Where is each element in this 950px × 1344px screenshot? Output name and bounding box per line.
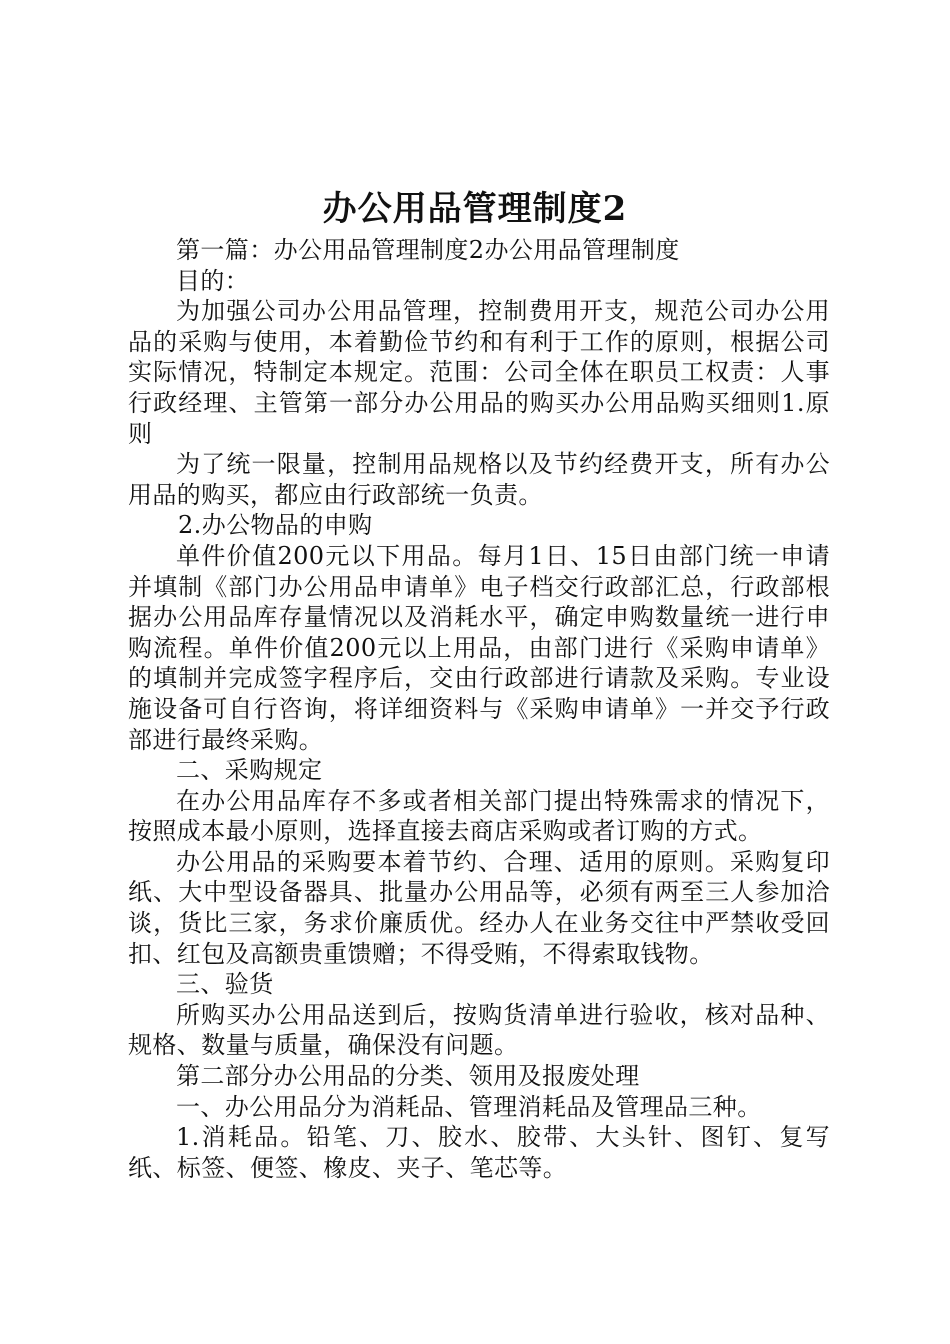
paragraph: 2.办公物品的申购 xyxy=(178,511,373,540)
paragraph: 单件价值200元以下用品。每月1日、15日由部门统一申请并填制《部门办公用品申请单》电子档交行政部汇总，行政部根据办公用品库存量情况以及消耗水平，确定申购数量统一进行申购流程。单件价值200元以上用品，由部门进行《采购申请单》的填制并完成签字程序后，交由行政部进行请款及采购。专业设施设备可自行咨询，将详细资料与《采购申请单》一并交予行政部进行最终采购。 xyxy=(128,541,830,754)
paragraph: 一、办公用品分为消耗品、管理消耗品及管理品三种。 xyxy=(176,1092,762,1121)
paragraph: 1.消耗品。铅笔、刀、胶水、胶带、大头针、图钉、复写纸、标签、便签、橡皮、夹子、笔芯等。 xyxy=(128,1123,830,1182)
document-body xyxy=(128,235,830,1183)
paragraph: 为加强公司办公用品管理，控制费用开支，规范公司办公用品的采购与使用，本着勤俭节约和有利于工作的原则，根据公司实际情况，特制定本规定。范围：公司全体在职员工权责：人事行政经理、主管第一部分办公用品的购买办公用品购买细则1.原则 xyxy=(128,297,830,448)
paragraph: 目的： xyxy=(176,266,250,295)
paragraph: 在办公用品库存不多或者相关部门提出特殊需求的情况下，按照成本最小原则，选择直接去商店采购或者订购的方式。 xyxy=(128,786,830,846)
document-title: 办公用品管理制度2 xyxy=(322,189,628,229)
paragraph: 为了统一限量，控制用品规格以及节约经费开支，所有办公用品的购买，都应由行政部统一负责。 xyxy=(128,450,830,509)
section-heading: 二、采购规定 xyxy=(176,756,323,785)
section-heading: 第二部分办公用品的分类、领用及报废处理 xyxy=(176,1062,640,1091)
paragraph: 所购买办公用品送到后，按购货清单进行验收，核对品种、规格、数量与质量，确保没有问题。 xyxy=(128,1000,830,1060)
paragraph: 办公用品的采购要本着节约、合理、适用的原则。采购复印纸、大中型设备器具、批量办公用品等，必须有两至三人参加洽谈，货比三家，务求价廉质优。经办人在业务交往中严禁收受回扣、红包及高额贵重馈赠；不得受贿，不得索取钱物。 xyxy=(128,847,830,968)
paragraph: 第一篇：办公用品管理制度2办公用品管理制度 xyxy=(176,236,680,264)
section-heading: 三、验货 xyxy=(176,970,274,999)
